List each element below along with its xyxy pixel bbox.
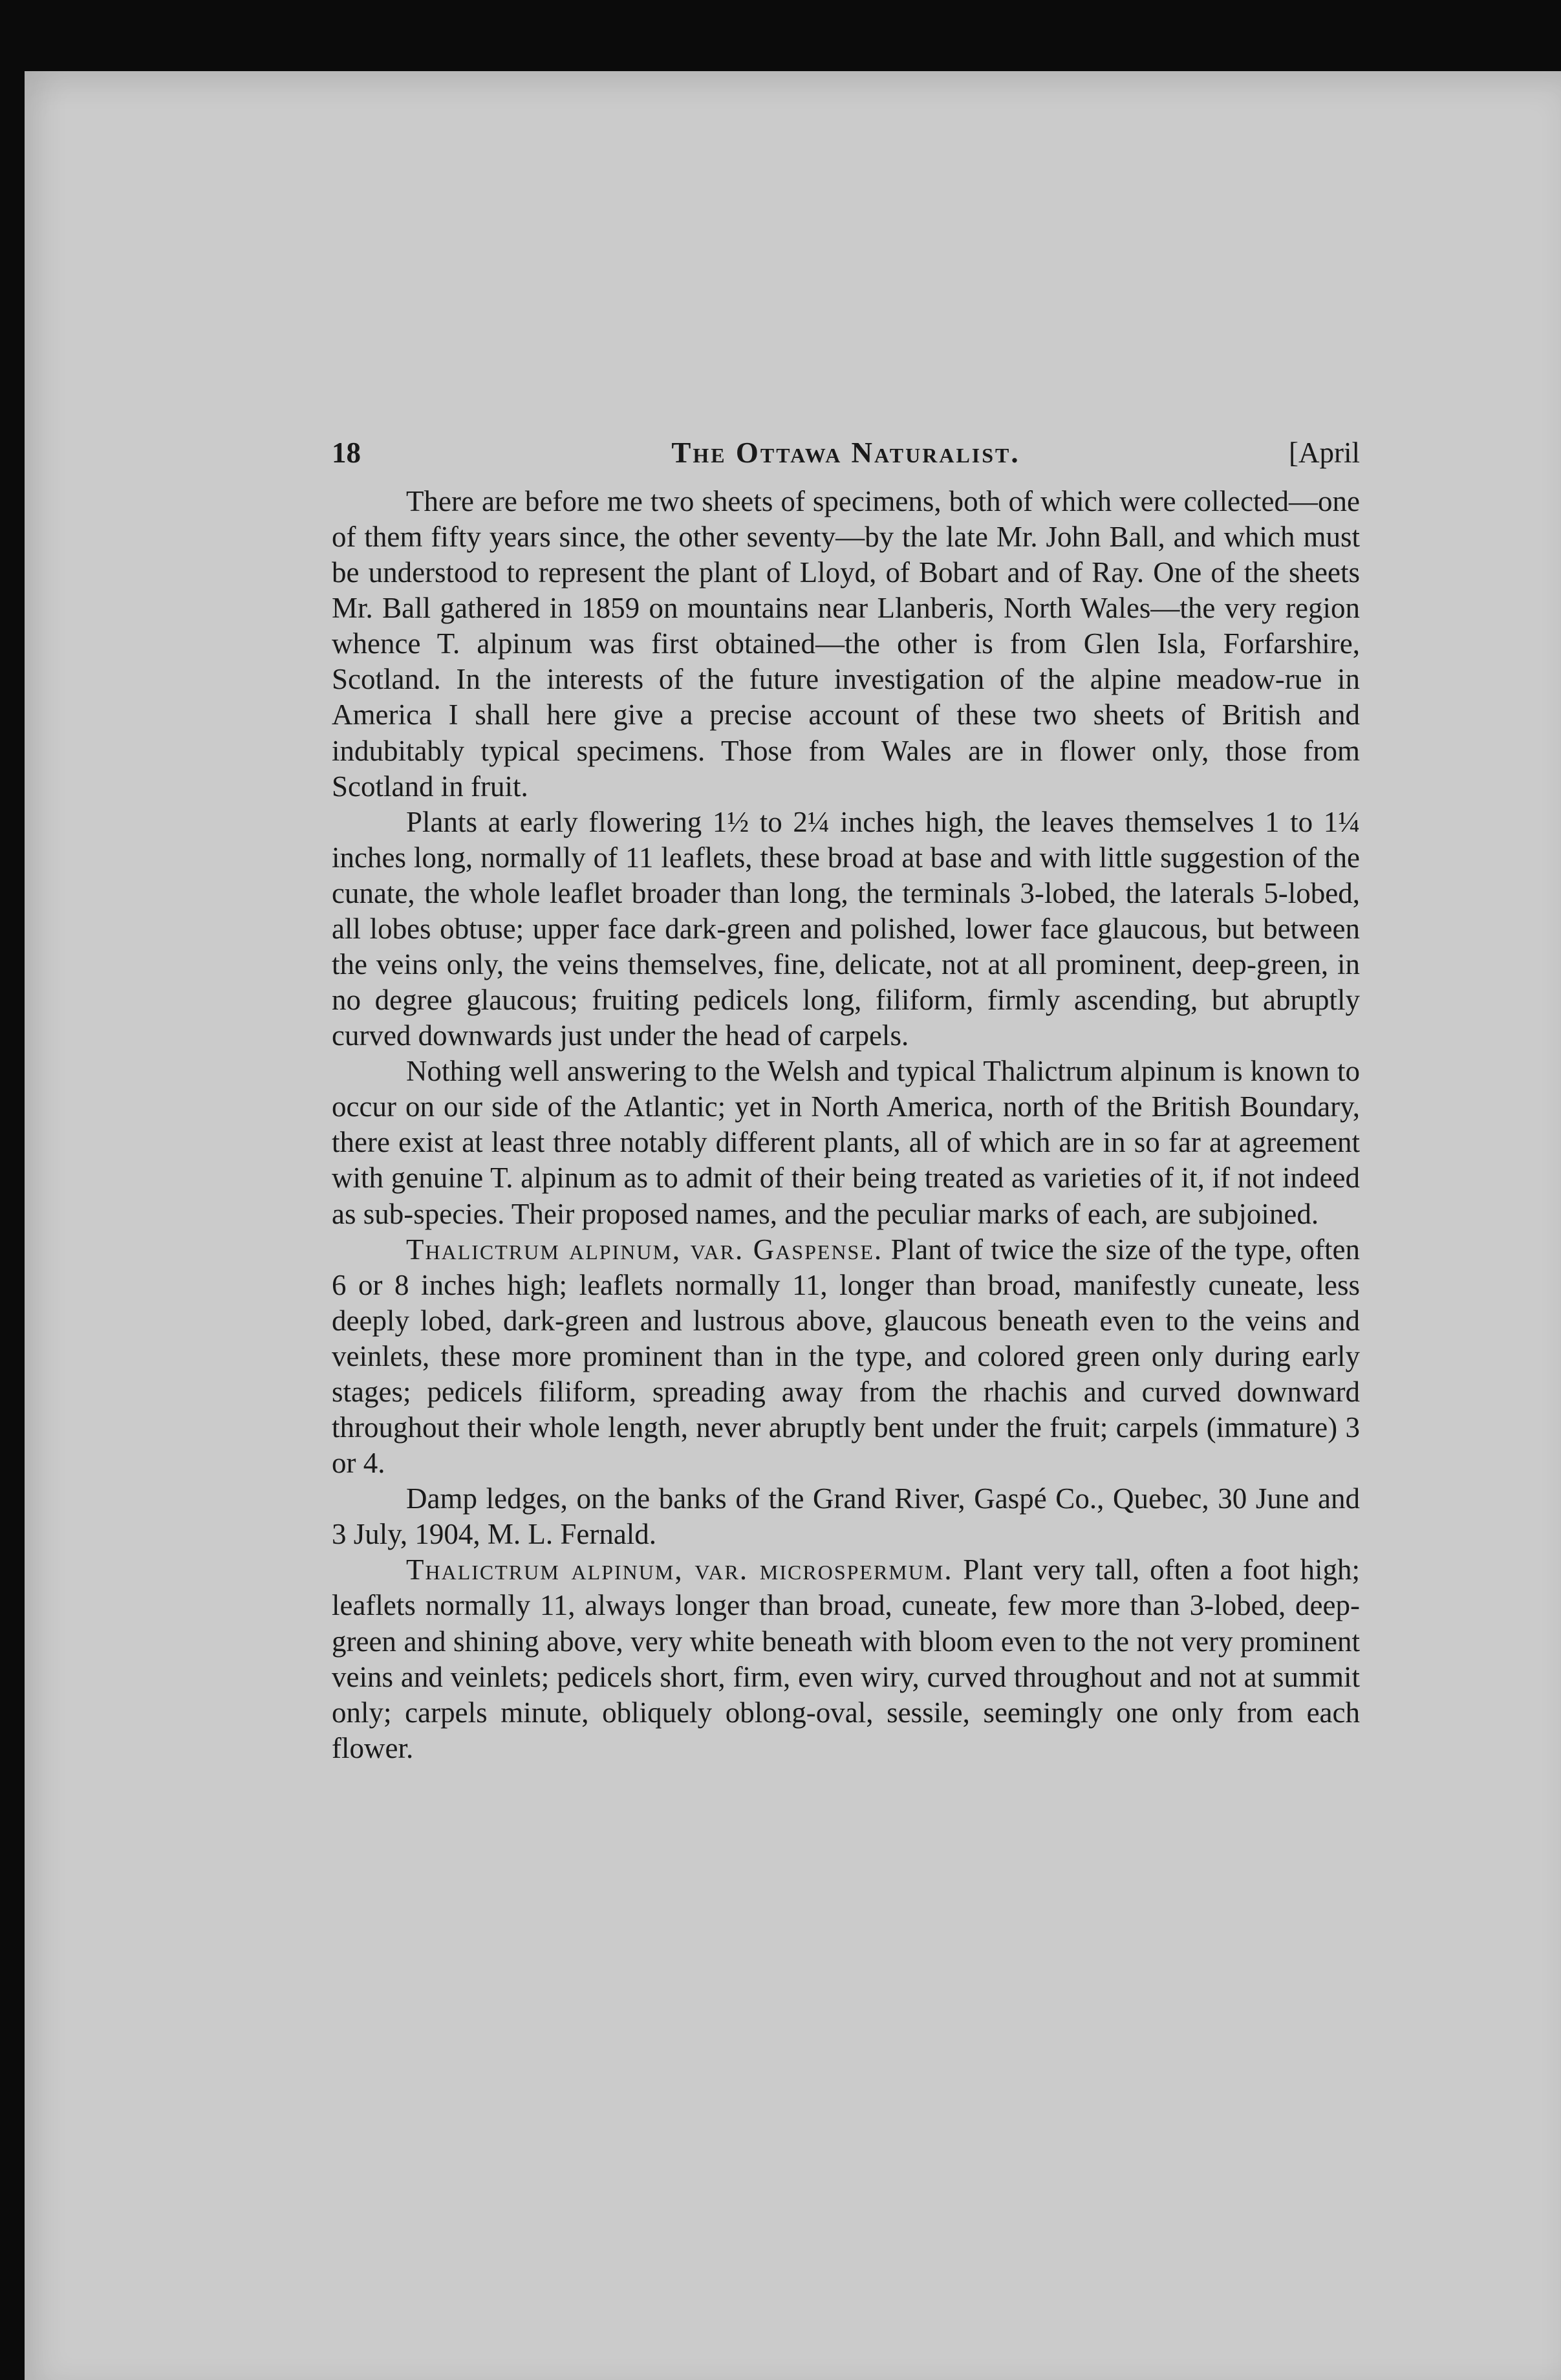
paragraph-text: There are before me two sheets of specimens, both of which were collected—one of them fifty years since, the other seventy—by the late Mr. John Ball, and which must be understood to represent the plant of Lloyd, of Bobart and of Ray. One of the sheets Mr. Ball gathered in 1859 on mountains near Llanberis, North Wales—the very region whence T. alpinum was first obtained—the other is from Glen Isla, Forfarshire, Scotland. In the interests of the future investigation of the alpine meadow-rue in America I shall here give a precise account of these two sheets of British and indubitably typical specimens. Those from Wales are in flower only, those from Scotland in fruit. [332, 485, 1360, 803]
paragraph [332, 1481, 1360, 1552]
paragraph-text: Damp ledges, on the banks of the Grand River, Gaspé Co., Quebec, 30 June and 3 July, 1904, M. L. Fernald. [332, 1482, 1360, 1551]
running-head [332, 427, 1360, 479]
paragraph-text: Plant very tall, often a foot high; leaflets normally 11, always longer than broad, cuneate, few more than 3-lobed, deep-green and shining above, very white beneath with bloom even to the not very prominent veins and veinlets; pedicels short, firm, even wiry, curved throughout and not at summit only; carpels minute, obliquely oblong-oval, sessile, seemingly one only from each flower. [332, 1553, 1360, 1764]
journal-title: The Ottawa Naturalist. [671, 437, 1020, 469]
paragraph [332, 484, 1360, 805]
text-block [332, 427, 1360, 1766]
variety-heading-gaspense: Thalictrum alpinum, var. Gaspense. [406, 1233, 883, 1266]
paragraph [332, 1232, 1360, 1482]
paragraph-text: Nothing well answering to the Welsh and typical Thalictrum alpinum is known to occur on our side of the Atlantic; yet in North America, north of the British Boundary, there exist at least three notably different plants, all of which are in so far at agreement with genuine T. alpinum as to admit of their being treated as varieties of it, if not indeed as sub-species. Their proposed names, and the peculiar marks of each, are subjoined. [332, 1055, 1360, 1230]
paragraph [332, 805, 1360, 1054]
article-body [332, 484, 1360, 1766]
paragraph [332, 1054, 1360, 1231]
scanned-page [25, 71, 1561, 2380]
variety-heading-microspermum: Thalictrum alpinum, var. microspermum. [406, 1553, 953, 1586]
paragraph-text: Plant of twice the size of the type, often 6 or 8 inches high; leaflets normally 11, longer than broad, manifestly cuneate, less deeply lobed, dark-green and lustrous above, glaucous beneath even to the veins and veinlets, these more prominent than in the type, and colored green only during early stages; pedicels filiform, spreading away from the rhachis and curved downward throughout their whole length, never abruptly bent under the fruit; carpels (immature) 3 or 4. [332, 1233, 1361, 1480]
paragraph-text: Plants at early flowering 1½ to 2¼ inches high, the leaves themselves 1 to 1¼ inches long, normally of 11 leaflets, these broad at base and with little suggestion of the cunate, the whole leaflet broader than long, the terminals 3-lobed, the laterals 5-lobed, all lobes obtuse; upper face dark-green and polished, lower face glaucous, but between the veins only, the veins themselves, fine, delicate, not at all prominent, deep-green, in no degree glaucous; fruiting pedicels long, filiform, firmly ascending, but abruptly curved downwards just under the head of carpels. [332, 805, 1360, 1052]
page-number: 18 [332, 437, 361, 469]
paragraph [332, 1552, 1360, 1766]
issue-month: [April [1289, 437, 1360, 469]
